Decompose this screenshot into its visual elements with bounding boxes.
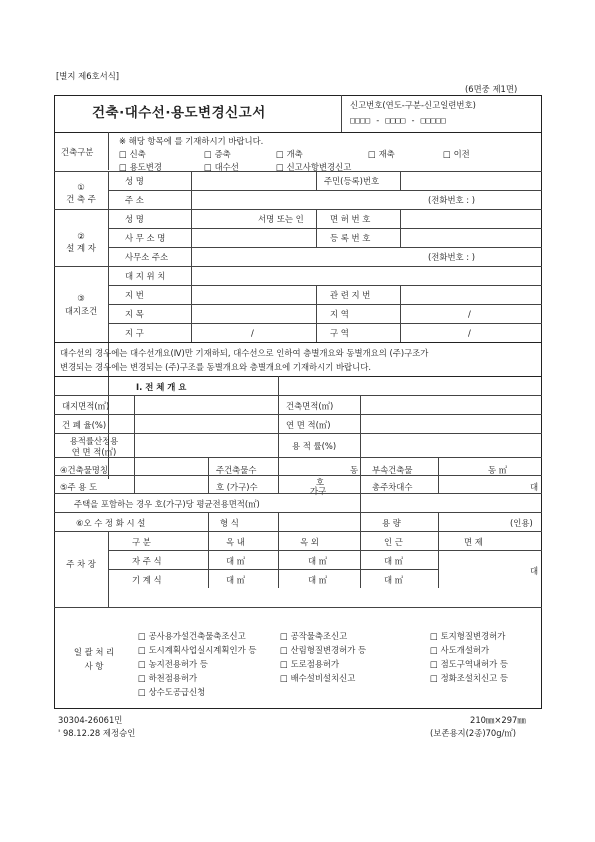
main-building-dong: 동 — [350, 465, 359, 475]
designer-name-label: 성 명 — [125, 214, 144, 224]
far-label: 용 적 률(%) — [292, 441, 337, 451]
owner-name-label: 성 명 — [125, 176, 144, 186]
building-type-label: 건축구분 — [61, 147, 94, 157]
batch-item-water-supply[interactable]: □ 상수도공급신청 — [138, 687, 206, 697]
designer-phone: (전화번호 : ) — [428, 252, 476, 262]
owner-number: ① — [77, 182, 85, 192]
footer-code: 30304-26061민 — [58, 715, 123, 725]
checkbox-extension[interactable]: □ 증축 — [204, 149, 231, 159]
batch-item-drainage[interactable]: □ 배수설비설치신고 — [280, 673, 356, 683]
overview-heading: Ⅰ. 전 체 개 요 — [136, 382, 187, 392]
checkbox-new[interactable]: □ 신축 — [119, 149, 146, 159]
district-slash: / — [251, 328, 254, 338]
footer-paper: (보존용지(2종)70g/㎡) — [430, 728, 517, 738]
batch-item-forest[interactable]: □ 산림형질변경허가 등 — [280, 645, 367, 655]
designer-registration-label: 등 록 번 호 — [330, 233, 371, 243]
far-floor-area-label-2: 연 면 적(㎡) — [71, 447, 117, 457]
units-gagu: 가구 — [310, 486, 327, 496]
parking-row-mech: 기 계 식 — [132, 575, 162, 585]
owner-phone: (전화번호 : ) — [428, 195, 476, 205]
parking-self-nearby: 대 ㎡ — [384, 556, 404, 566]
page-info: (6면중 제1면) — [465, 84, 518, 94]
units-label: 호 (가구)수 — [216, 482, 258, 492]
footer-approval: ' 98.12.28 제정승인 — [58, 728, 136, 738]
area-slash: / — [468, 309, 471, 319]
note-line-2: 변경되는 경우에는 변경되는 (주)구조를 동별개요와 층별개요에 기재하시기 바랍니다. — [60, 362, 371, 372]
batch-item-zone-permit[interactable]: □ 점도구역내허가 등 — [430, 659, 508, 669]
batch-label-2: 사 항 — [84, 661, 104, 671]
batch-item-temp-building[interactable]: □ 공사용가설건축물축조신고 — [138, 631, 246, 641]
main-building-count-label: 주건축물수 — [216, 465, 257, 475]
checkbox-use-change[interactable]: □ 용도변경 — [119, 162, 162, 172]
batch-item-river[interactable]: □ 하천점용허가 — [138, 673, 198, 683]
checkbox-rebuild[interactable]: □ 재축 — [368, 149, 395, 159]
capacity-unit: (인용) — [510, 518, 533, 528]
designer-office-address-label: 사무소 주소 — [125, 252, 169, 262]
checkbox-reconstruction[interactable]: □ 개축 — [276, 149, 303, 159]
owner-section-label: 건 축 주 — [66, 194, 96, 204]
floor-area-label: 연 면 적(㎡) — [286, 420, 331, 430]
district-label: 지 구 — [125, 328, 144, 338]
parking-col-indoor: 옥 내 — [226, 537, 245, 547]
designer-number: ② — [77, 231, 85, 241]
parking-col-type: 구 분 — [132, 537, 151, 547]
receipt-number-label: 신고번호(연도-구분-신고일련번호) — [350, 100, 476, 110]
parking-row-self: 자 주 식 — [132, 556, 162, 566]
footer-size: 210㎜×297㎜ — [470, 715, 526, 725]
parking-total-dae: 대 — [530, 482, 539, 492]
parking-total-label: 총주차대수 — [372, 482, 413, 492]
sewage-type-label: 형 식 — [220, 518, 239, 528]
parking-col-exempt: 면 제 — [464, 537, 483, 547]
zone-slash: / — [468, 328, 471, 338]
batch-item-land-form[interactable]: □ 토지형질변경허가 — [430, 631, 506, 641]
parking-mech-nearby: 대 ㎡ — [384, 575, 404, 585]
capacity-label: 용 량 — [382, 518, 401, 528]
coverage-label: 건 폐 율(%) — [62, 420, 107, 430]
parking-mech-indoor: 대 ㎡ — [226, 575, 246, 585]
parking-self-outdoor: 대 ㎡ — [308, 556, 328, 566]
instruction-text: ※ 해당 항목에 를 기재하시기 바랍니다. — [119, 136, 264, 146]
parking-section-label: 주 차 장 — [66, 559, 96, 569]
building-name-label: ④건축물명칭 — [60, 465, 108, 475]
related-lot-label: 관 련 지 번 — [330, 290, 371, 300]
area-label: 지 역 — [330, 309, 349, 319]
receipt-number-boxes[interactable]: □□□□ - □□□□ - □□□□□ — [350, 115, 446, 125]
form-title: 건축·대수선·용도변경신고서 — [92, 105, 266, 121]
land-category-label: 지 목 — [125, 309, 144, 319]
owner-address-label: 주 소 — [125, 195, 144, 205]
checkbox-relocation[interactable]: □ 이전 — [443, 149, 470, 159]
zone-label: 구 역 — [330, 328, 349, 338]
far-floor-area-label-1: 용적률산정용 — [69, 436, 119, 446]
parking-self-indoor: 대 ㎡ — [226, 556, 246, 566]
site-number: ③ — [77, 293, 85, 303]
parking-col-outdoor: 옥 외 — [300, 537, 319, 547]
main-use-label: ⑤주 용 도 — [60, 482, 98, 492]
designer-license-label: 면 허 번 호 — [330, 214, 371, 224]
annex-building-label: 부속건축물 — [372, 465, 413, 475]
units-ho: 호 — [316, 477, 325, 487]
report-form — [54, 95, 542, 709]
batch-item-road-use[interactable]: □ 도로점용허가 — [280, 659, 340, 669]
parking-col-nearby: 인 근 — [384, 537, 403, 547]
checkbox-major-repair[interactable]: □ 대수선 — [204, 162, 239, 172]
site-section-label: 대지조건 — [64, 306, 98, 316]
lot-number-label: 지 번 — [125, 290, 144, 300]
parking-exempt-dae: 대 — [530, 566, 539, 576]
building-area-label: 건축면적(㎡) — [286, 401, 334, 411]
batch-item-private-road[interactable]: □ 사도개설허가 — [430, 645, 490, 655]
form-reference: [별지 제6호서식] — [56, 71, 120, 81]
batch-item-structure[interactable]: □ 공작물축조신고 — [280, 631, 348, 641]
checkbox-report-change[interactable]: □ 신고사항변경신고 — [276, 162, 352, 172]
batch-label-1: 일 괄 처 리 — [73, 647, 115, 657]
designer-section-label: 설 계 자 — [66, 243, 96, 253]
annex-building-value: 동 ㎡ — [488, 465, 508, 475]
designer-office-label: 사 무 소 명 — [125, 233, 166, 243]
batch-item-urban-plan[interactable]: □ 도시계획사업실시계획인가 등 — [138, 645, 257, 655]
parking-mech-outdoor: 대 ㎡ — [308, 575, 328, 585]
site-location-label: 대 지 위 치 — [125, 271, 166, 281]
designer-signature: 서명 또는 인 — [258, 214, 304, 224]
batch-item-septic[interactable]: □ 정화조설치신고 등 — [430, 673, 508, 683]
average-area-label: 주택을 포함하는 경우 호(가구)당 평균전용면적(㎡) — [74, 499, 260, 509]
note-line-1: 대수선의 경우에는 대수선개요(Ⅳ)만 기재하되, 대수선으로 인하여 층별개요와 동별개요의 (주)구조가 — [60, 348, 429, 358]
site-area-label: 대지면적(㎡) — [62, 401, 110, 411]
sewage-label: ⑥오 수 정 화 시 설 — [76, 518, 146, 528]
batch-item-farmland[interactable]: □ 농지전용허가 등 — [138, 659, 208, 669]
owner-id-label: 주민(등록)번호 — [324, 176, 380, 186]
